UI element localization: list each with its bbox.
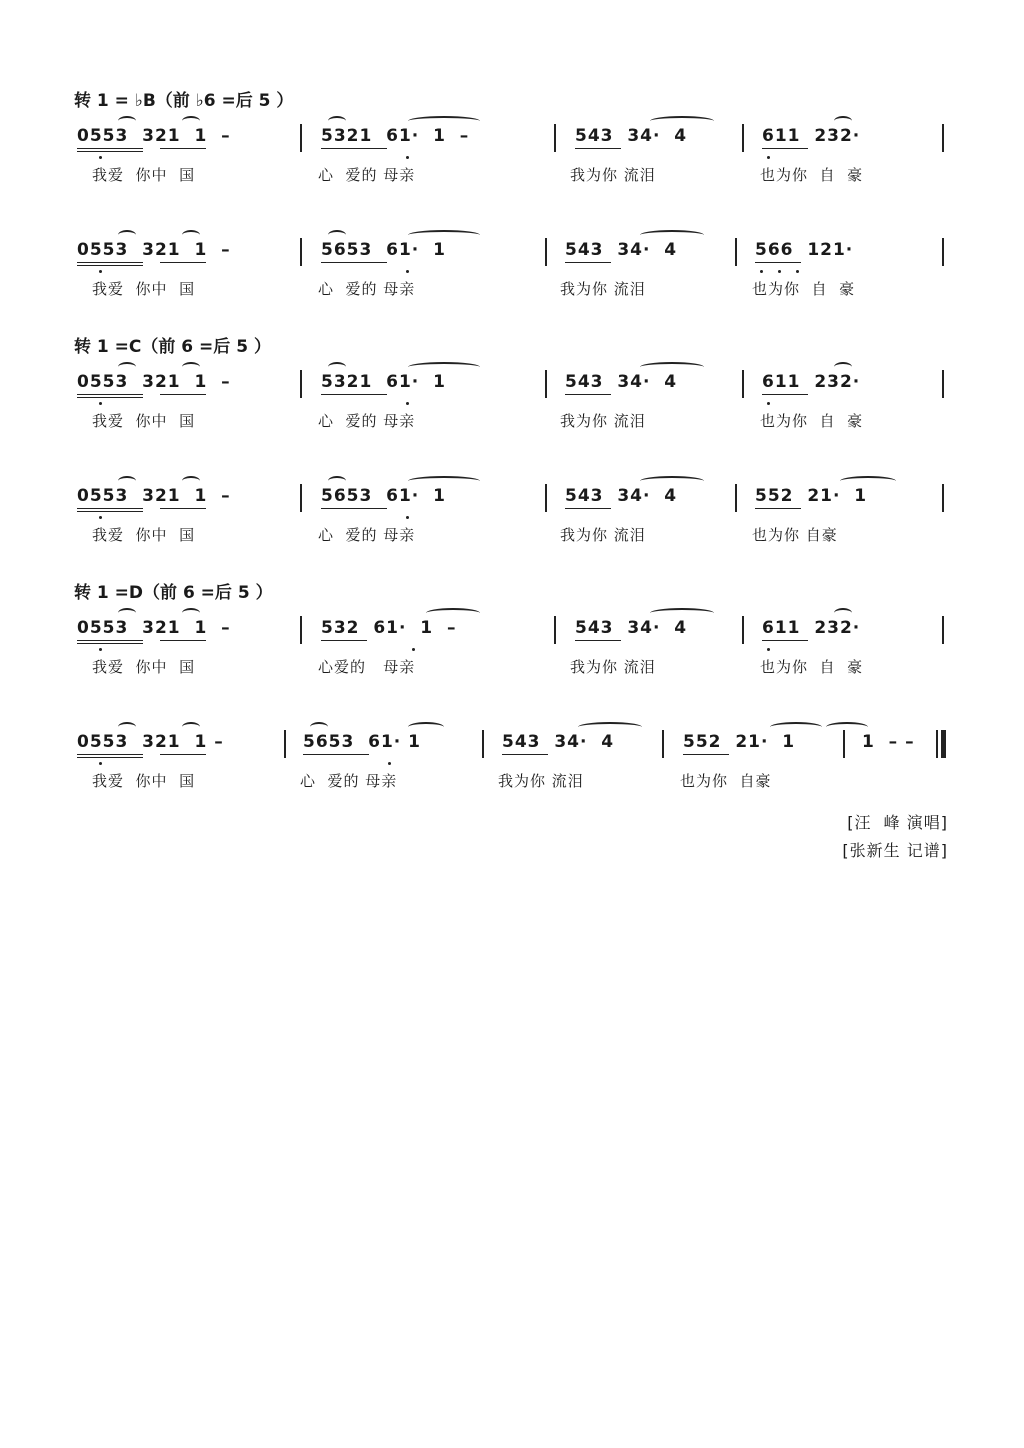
measure-3-notes: 543 34· 4 [565, 240, 678, 260]
lyric: 我爱 你中 国 [92, 772, 196, 790]
barline [942, 616, 944, 644]
beam [565, 394, 611, 395]
measure-1-notes: 0553 321 1 – [77, 126, 231, 146]
barline [742, 124, 744, 152]
lyric: 也为你 自 豪 [760, 166, 864, 184]
tie [770, 722, 822, 732]
tie [408, 722, 444, 732]
lyric: 我爱 你中 国 [92, 412, 196, 430]
slur [182, 362, 200, 372]
final-barline [941, 730, 946, 758]
barline [735, 484, 737, 512]
tie [408, 230, 480, 240]
low-octave-dot [767, 156, 770, 159]
low-octave-dot [99, 648, 102, 651]
beam [565, 262, 611, 263]
measure-3-notes: 543 34· 4 [502, 732, 615, 752]
lyric: 也为你 自豪 [680, 772, 772, 790]
slur [118, 476, 136, 486]
measure-1-notes: 0553 321 1 – [77, 372, 231, 392]
beam [160, 262, 206, 263]
barline [843, 730, 845, 758]
staff-row-6 [0, 732, 1024, 802]
measure-2-notes: 5321 61· 1 – [321, 126, 470, 146]
beam [321, 262, 387, 263]
beam [77, 640, 143, 641]
beam [762, 640, 808, 641]
tie [650, 608, 714, 618]
measure-2-notes: 5653 61· 1 [321, 486, 446, 506]
low-octave-dot [760, 270, 763, 273]
measure-2-notes: 532 61· 1 – [321, 618, 457, 638]
beam [160, 508, 206, 509]
barline [735, 238, 737, 266]
beam [77, 265, 143, 266]
tie [408, 476, 480, 486]
performer-credit: [汪 峰 演唱] [847, 813, 948, 832]
lyric: 心 爱的 母亲 [318, 526, 416, 544]
beam [575, 148, 621, 149]
barline [545, 238, 547, 266]
slur [328, 230, 346, 240]
barline [554, 124, 556, 152]
beam [321, 640, 367, 641]
barline [300, 238, 302, 266]
beam [77, 394, 143, 395]
lyric: 我为你 流泪 [570, 166, 656, 184]
measure-3-notes: 543 34· 4 [565, 372, 678, 392]
beam [321, 394, 387, 395]
staff-row-3 [0, 372, 1024, 442]
measure-3-notes: 543 34· 4 [565, 486, 678, 506]
staff-row-4 [0, 486, 1024, 556]
low-octave-dot [767, 648, 770, 651]
barline [545, 484, 547, 512]
measure-5-notes: 1 – – [862, 732, 915, 752]
beam [755, 508, 801, 509]
slur [118, 230, 136, 240]
beam [77, 397, 143, 398]
beam [160, 148, 206, 149]
lyric: 我为你 流泪 [570, 658, 656, 676]
beam [160, 754, 206, 755]
measure-2-notes: 5653 61· 1 [321, 240, 446, 260]
beam [303, 754, 369, 755]
barline [942, 370, 944, 398]
beam [575, 640, 621, 641]
beam [683, 754, 729, 755]
beam [77, 757, 143, 758]
beam [77, 754, 143, 755]
slur [118, 608, 136, 618]
measure-3-notes: 543 34· 4 [575, 126, 688, 146]
tie [408, 116, 480, 126]
beam [502, 754, 548, 755]
slur [182, 608, 200, 618]
barline [942, 124, 944, 152]
slur [182, 230, 200, 240]
lyric: 心 爱的 母亲 [300, 772, 398, 790]
low-octave-dot [778, 270, 781, 273]
barline [942, 484, 944, 512]
low-octave-dot [99, 402, 102, 405]
lyric: 也为你 自豪 [752, 526, 838, 544]
barline [300, 124, 302, 152]
slur [182, 722, 200, 732]
measure-2-notes: 5653 61· 1 [303, 732, 422, 752]
lyric: 也为你 自 豪 [752, 280, 856, 298]
low-octave-dot [406, 270, 409, 273]
slur [834, 116, 852, 126]
low-octave-dot [388, 762, 391, 765]
beam [77, 262, 143, 263]
low-octave-dot [99, 270, 102, 273]
beam [77, 148, 143, 149]
slur [182, 116, 200, 126]
measure-4-notes: 611 232· [762, 126, 861, 146]
lyric: 我为你 流泪 [560, 526, 646, 544]
measure-1-notes: 0553 321 1 – [77, 618, 231, 638]
lyric: 心 爱的 母亲 [318, 166, 416, 184]
barline [482, 730, 484, 758]
tie [578, 722, 642, 732]
beam [762, 148, 808, 149]
tie [640, 476, 704, 486]
lyric: 我爱 你中 国 [92, 166, 196, 184]
lyric: 我爱 你中 国 [92, 280, 196, 298]
transcriber-credit: [张新生 记谱] [842, 841, 948, 860]
beam [321, 148, 387, 149]
beam [321, 508, 387, 509]
key-change-2: 转 1 =C（前 6 =后 5 ） [74, 337, 271, 357]
slur [118, 722, 136, 732]
low-octave-dot [406, 402, 409, 405]
beam [160, 640, 206, 641]
measure-1-notes: 0553 321 1 – [77, 732, 224, 752]
staff-row-2 [0, 240, 1024, 310]
staff-row-1 [0, 126, 1024, 196]
barline [300, 370, 302, 398]
measure-1-notes: 0553 321 1 – [77, 486, 231, 506]
measure-4-notes: 552 21· 1 [755, 486, 868, 506]
tie [650, 116, 714, 126]
key-change-3: 转 1 =D（前 6 =后 5 ） [74, 583, 273, 603]
barline [284, 730, 286, 758]
tie [840, 476, 896, 486]
measure-2-notes: 5321 61· 1 [321, 372, 446, 392]
lyric: 心 爱的 母亲 [318, 280, 416, 298]
low-octave-dot [406, 516, 409, 519]
barline [554, 616, 556, 644]
beam [77, 151, 143, 152]
tie [826, 722, 868, 732]
barline [545, 370, 547, 398]
lyric: 我为你 流泪 [498, 772, 584, 790]
barline [936, 730, 938, 758]
barline [742, 370, 744, 398]
measure-4-notes: 611 232· [762, 372, 861, 392]
low-octave-dot [99, 762, 102, 765]
measure-1-notes: 0553 321 1 – [77, 240, 231, 260]
key-change-1: 转 1 = ♭B（前 ♭6 =后 5 ） [74, 91, 294, 111]
low-octave-dot [767, 402, 770, 405]
measure-3-notes: 543 34· 4 [575, 618, 688, 638]
lyric: 也为你 自 豪 [760, 658, 864, 676]
lyric: 心爱的 母亲 [318, 658, 416, 676]
slur [182, 476, 200, 486]
slur [328, 116, 346, 126]
lyric: 我爱 你中 国 [92, 658, 196, 676]
staff-row-5 [0, 618, 1024, 688]
slur [310, 722, 328, 732]
lyric: 也为你 自 豪 [760, 412, 864, 430]
tie [640, 362, 704, 372]
barline [300, 616, 302, 644]
measure-4-notes: 552 21· 1 [683, 732, 796, 752]
low-octave-dot [99, 516, 102, 519]
slur [328, 362, 346, 372]
lyric: 我为你 流泪 [560, 412, 646, 430]
barline [942, 238, 944, 266]
slur [834, 362, 852, 372]
beam [565, 508, 611, 509]
slur [118, 362, 136, 372]
low-octave-dot [412, 648, 415, 651]
tie [408, 362, 480, 372]
barline [662, 730, 664, 758]
beam [77, 511, 143, 512]
tie [640, 230, 704, 240]
beam [77, 643, 143, 644]
slur [328, 476, 346, 486]
measure-4-notes: 566 121· [755, 240, 854, 260]
low-octave-dot [406, 156, 409, 159]
slur [118, 116, 136, 126]
lyric: 我为你 流泪 [560, 280, 646, 298]
slur [834, 608, 852, 618]
lyric: 心 爱的 母亲 [318, 412, 416, 430]
lyric: 我爱 你中 国 [92, 526, 196, 544]
beam [77, 508, 143, 509]
beam [755, 262, 801, 263]
barline [742, 616, 744, 644]
beam [762, 394, 808, 395]
measure-4-notes: 611 232· [762, 618, 861, 638]
low-octave-dot [99, 156, 102, 159]
low-octave-dot [796, 270, 799, 273]
barline [300, 484, 302, 512]
beam [160, 394, 206, 395]
tie [426, 608, 480, 618]
